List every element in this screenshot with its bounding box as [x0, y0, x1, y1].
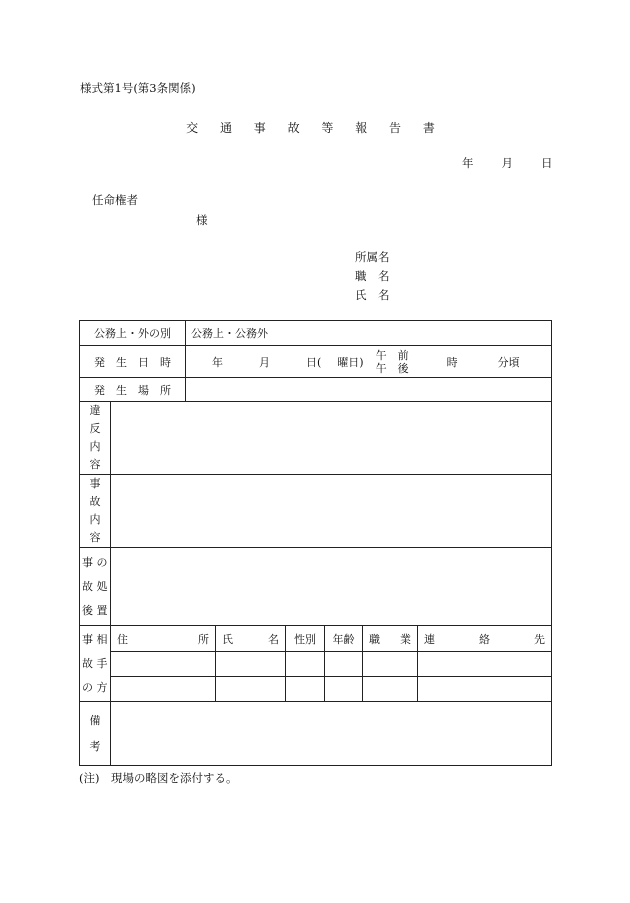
cp-address-2[interactable]	[111, 677, 216, 702]
report-date	[462, 155, 553, 171]
document-title: 交 通 事 故 等 報 告 書	[186, 121, 444, 135]
dt-weekday: 曜日)	[337, 355, 364, 369]
counterparty-row	[80, 652, 552, 677]
counterparty-label: 事 相 故 手 の 方	[80, 626, 111, 702]
name-label: 氏 名	[355, 288, 390, 302]
footnote: (注) 現場の略図を添付する。	[79, 771, 238, 785]
cp-contact-2[interactable]	[418, 677, 552, 702]
cp-contact-1[interactable]	[418, 652, 552, 677]
duty-value[interactable]: 公務上・公務外	[186, 321, 552, 346]
counterparty-row	[80, 677, 552, 702]
cp-address-1[interactable]	[111, 652, 216, 677]
header-sex: 性別	[286, 626, 325, 652]
cp-age-1[interactable]	[325, 652, 363, 677]
honorific: 様	[196, 213, 208, 227]
header-address: 住 所	[111, 626, 216, 652]
dt-day: 日(	[306, 355, 322, 369]
remarks-label: 備 考	[80, 702, 111, 766]
header-age: 年齢	[325, 626, 363, 652]
dt-hour: 時	[446, 355, 458, 369]
dt-pm: 午 後	[375, 361, 409, 375]
cp-age-2[interactable]	[325, 677, 363, 702]
cp-sex-1[interactable]	[286, 652, 325, 677]
cp-name-2[interactable]	[216, 677, 286, 702]
datetime-label: 発 生 日 時	[80, 346, 186, 378]
date-month: 月	[501, 156, 513, 170]
datetime-field[interactable]	[186, 346, 552, 378]
header-occupation: 職 業	[363, 626, 418, 652]
location-label: 発 生 場 所	[80, 378, 186, 402]
report-table	[79, 320, 552, 766]
disposal-label: 事 の 故 処 後 置	[80, 548, 111, 626]
date-day: 日	[541, 156, 553, 170]
violation-label: 違 反 内 容	[80, 402, 111, 475]
accident-label: 事 故 内 容	[80, 475, 111, 548]
dt-year: 年	[212, 355, 223, 369]
cp-occupation-1[interactable]	[363, 652, 418, 677]
appointer-label: 任命権者	[92, 193, 138, 207]
reporter-block	[355, 248, 390, 305]
dt-ampm[interactable]	[376, 349, 409, 375]
dt-am: 午 前	[375, 348, 409, 362]
dt-month: 月	[259, 355, 270, 369]
violation-field[interactable]	[111, 402, 552, 475]
header-contact: 連 絡 先	[418, 626, 552, 652]
dt-minute: 分頃	[497, 355, 520, 369]
affiliation-label: 所属名	[355, 250, 390, 264]
cp-occupation-2[interactable]	[363, 677, 418, 702]
date-year: 年	[462, 156, 474, 170]
cp-sex-2[interactable]	[286, 677, 325, 702]
header-name: 氏 名	[216, 626, 286, 652]
accident-field[interactable]	[111, 475, 552, 548]
cp-name-1[interactable]	[216, 652, 286, 677]
location-field[interactable]	[186, 378, 552, 402]
position-label: 職 名	[355, 269, 390, 283]
form-number: 様式第1号(第3条関係)	[80, 81, 196, 95]
remarks-field[interactable]	[111, 702, 552, 766]
disposal-field[interactable]	[111, 548, 552, 626]
duty-label: 公務上・外の別	[80, 321, 186, 346]
